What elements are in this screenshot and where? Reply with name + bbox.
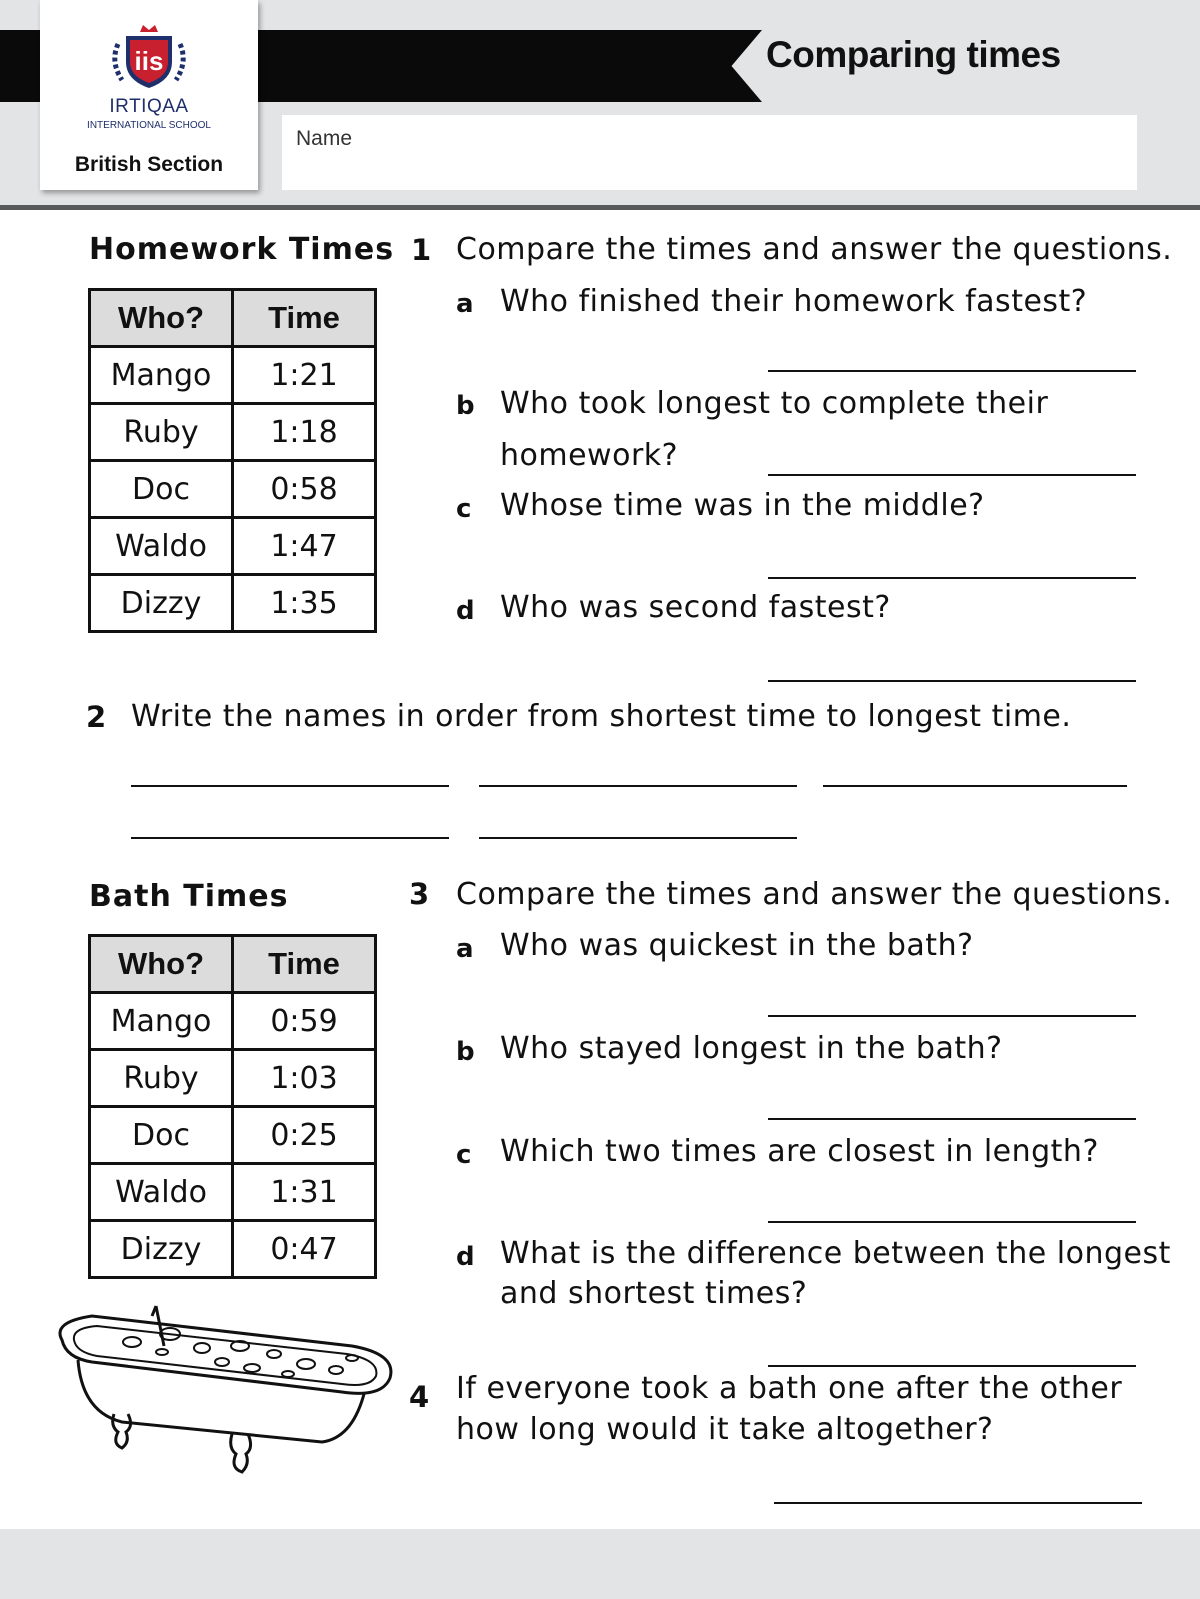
q3-number: 3 bbox=[409, 877, 430, 911]
q3c-answer-line[interactable] bbox=[768, 1221, 1136, 1223]
q3b-text: Who stayed longest in the bath? bbox=[500, 1031, 1003, 1066]
q3c-label: c bbox=[456, 1140, 472, 1170]
q3d-text-line1: What is the difference between the longest bbox=[500, 1236, 1171, 1271]
school-logo-card bbox=[40, 0, 258, 190]
school-subtitle: INTERNATIONAL SCHOOL bbox=[87, 120, 211, 131]
cell-time: 0:47 bbox=[233, 1221, 376, 1278]
school-name: IRTIQAA bbox=[109, 96, 189, 117]
cell-who: Dizzy bbox=[90, 1221, 233, 1278]
cell-who: Doc bbox=[90, 461, 233, 518]
q4-number: 4 bbox=[409, 1380, 430, 1414]
q1a-answer-line[interactable] bbox=[768, 370, 1136, 372]
cell-who: Mango bbox=[90, 993, 233, 1050]
q1d-label: d bbox=[456, 596, 475, 626]
table-row bbox=[90, 1221, 376, 1278]
cell-time: 1:31 bbox=[233, 1164, 376, 1221]
q1a-text: Who finished their homework fastest? bbox=[500, 284, 1088, 319]
q1a-label: a bbox=[456, 289, 474, 319]
table-row bbox=[90, 575, 376, 632]
q1c-answer-line[interactable] bbox=[768, 577, 1136, 579]
q3b-answer-line[interactable] bbox=[768, 1118, 1136, 1120]
col-time: Time bbox=[233, 936, 376, 993]
q4-answer-line[interactable] bbox=[774, 1502, 1142, 1504]
cell-who: Ruby bbox=[90, 404, 233, 461]
q1b-text-line1: Who took longest to complete their bbox=[500, 386, 1049, 421]
homework-times-title: Homework Times bbox=[89, 232, 395, 267]
q3a-answer-line[interactable] bbox=[768, 1015, 1136, 1017]
col-time: Time bbox=[233, 290, 376, 347]
table-row bbox=[90, 993, 376, 1050]
q1-number: 1 bbox=[411, 233, 432, 267]
q3b-label: b bbox=[456, 1037, 475, 1067]
q2-answer-line[interactable] bbox=[479, 837, 797, 839]
cell-time: 1:18 bbox=[233, 404, 376, 461]
q1d-text: Who was second fastest? bbox=[500, 590, 891, 625]
cell-time: 0:59 bbox=[233, 993, 376, 1050]
table-row bbox=[90, 1164, 376, 1221]
cell-who: Dizzy bbox=[90, 575, 233, 632]
cell-who: Ruby bbox=[90, 1050, 233, 1107]
cell-who: Waldo bbox=[90, 518, 233, 575]
header-divider bbox=[0, 205, 1200, 210]
cell-who: Doc bbox=[90, 1107, 233, 1164]
q2-number: 2 bbox=[86, 700, 107, 734]
q2-answer-line[interactable] bbox=[823, 785, 1127, 787]
q2-answer-line[interactable] bbox=[131, 785, 449, 787]
bathtub-icon bbox=[52, 1302, 402, 1492]
q3d-answer-line[interactable] bbox=[768, 1365, 1136, 1367]
table-row bbox=[90, 1050, 376, 1107]
svg-text:iis: iis bbox=[134, 46, 164, 76]
q1b-label: b bbox=[456, 391, 475, 421]
q3d-label: d bbox=[456, 1242, 475, 1272]
cell-who: Waldo bbox=[90, 1164, 233, 1221]
q2-text: Write the names in order from shortest time to longest time. bbox=[131, 699, 1072, 734]
q2-answer-line[interactable] bbox=[479, 785, 797, 787]
cell-time: 1:35 bbox=[233, 575, 376, 632]
q1d-answer-line[interactable] bbox=[768, 680, 1136, 682]
name-label: Name bbox=[296, 127, 353, 150]
cell-time: 0:58 bbox=[233, 461, 376, 518]
footer-band bbox=[0, 1529, 1200, 1599]
cell-time: 1:03 bbox=[233, 1050, 376, 1107]
q1b-text-line2: homework? bbox=[500, 438, 679, 473]
col-who: Who? bbox=[90, 936, 233, 993]
cell-time: 1:21 bbox=[233, 347, 376, 404]
table-row bbox=[90, 518, 376, 575]
q1c-text: Whose time was in the middle? bbox=[500, 488, 985, 523]
q1c-label: c bbox=[456, 494, 472, 524]
table-header-row bbox=[90, 290, 376, 347]
bath-times-table bbox=[88, 934, 377, 1279]
col-who: Who? bbox=[90, 290, 233, 347]
q4-text-line1: If everyone took a bath one after the other bbox=[456, 1371, 1123, 1406]
homework-times-table bbox=[88, 288, 377, 633]
cell-time: 1:47 bbox=[233, 518, 376, 575]
name-field[interactable] bbox=[282, 115, 1137, 190]
bath-times-title: Bath Times bbox=[89, 879, 289, 914]
q2-answer-line[interactable] bbox=[131, 837, 449, 839]
q3a-text: Who was quickest in the bath? bbox=[500, 928, 974, 963]
q3d-text-line2: and shortest times? bbox=[500, 1276, 808, 1311]
section-label: British Section bbox=[74, 153, 224, 176]
cell-time: 0:25 bbox=[233, 1107, 376, 1164]
q3-text: Compare the times and answer the questions. bbox=[456, 877, 1173, 912]
cell-who: Mango bbox=[90, 347, 233, 404]
school-crest-icon bbox=[40, 0, 258, 96]
q1-text: Compare the times and answer the questions. bbox=[456, 232, 1173, 267]
page-title: Comparing times bbox=[766, 34, 1061, 75]
table-row bbox=[90, 461, 376, 518]
table-header-row bbox=[90, 936, 376, 993]
q3c-text: Which two times are closest in length? bbox=[500, 1134, 1099, 1169]
q3a-label: a bbox=[456, 934, 474, 964]
table-row bbox=[90, 347, 376, 404]
table-row bbox=[90, 404, 376, 461]
q1b-answer-line[interactable] bbox=[768, 474, 1136, 476]
table-row bbox=[90, 1107, 376, 1164]
q4-text-line2: how long would it take altogether? bbox=[456, 1412, 994, 1447]
